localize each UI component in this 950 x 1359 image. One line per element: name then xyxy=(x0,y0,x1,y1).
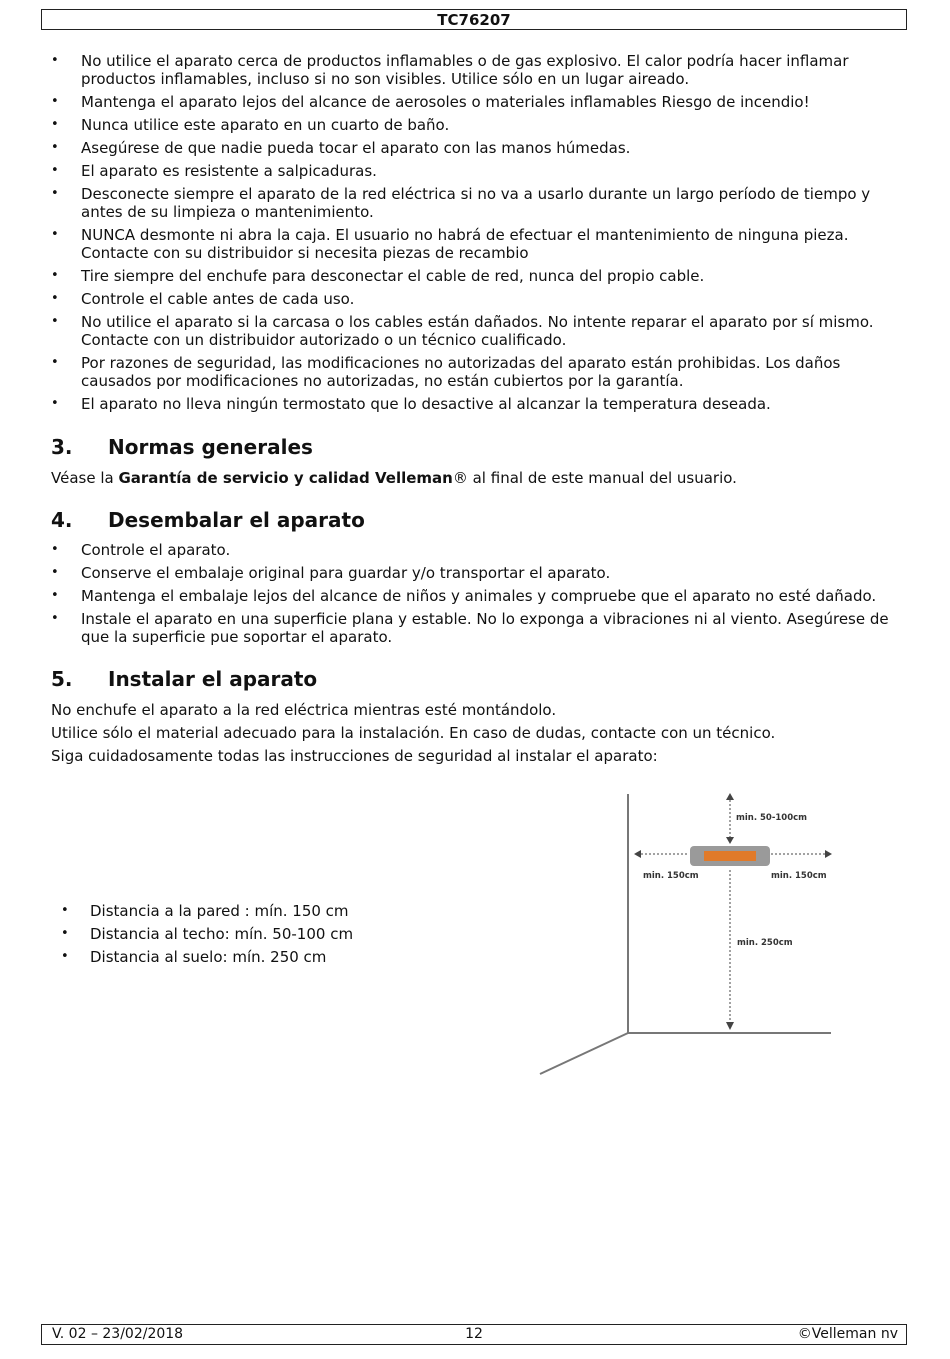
model-number: TC76207 xyxy=(437,11,511,29)
list-item: • NUNCA desmonte ni abra la caja. El usuario no habrá de efectuar el mantenimiento de ninguna pieza. Contacte con su distribuidor si necesita piezas de recambio xyxy=(51,226,901,262)
arrow-down-icon xyxy=(726,1022,734,1030)
clearance-diagram-svg xyxy=(535,788,840,1080)
document-footer xyxy=(41,1324,907,1345)
list-item: • El aparato es resistente a salpicaduras. xyxy=(51,162,901,180)
list-item: • Desconecte siempre el aparato de la red eléctrica si no va a usarlo durante un largo período de tiempo y antes de su limpieza o mantenimiento. xyxy=(51,185,901,221)
arrow-down-icon xyxy=(726,837,734,844)
arrow-up-icon xyxy=(726,793,734,800)
section-number: 3. xyxy=(51,435,73,459)
list-item: • Controle el aparato. xyxy=(51,541,901,559)
copyright: ©Velleman nv xyxy=(797,1326,898,1342)
distance-bullet-list xyxy=(61,902,421,971)
section-title: Instalar el aparato xyxy=(108,667,318,691)
section-3-text xyxy=(51,469,911,487)
list-item: • Instale el aparato en una superficie plana y estable. No lo exponga a vibraciones ni al viento. Asegúrese de que la superficie pue soportar el aparato. xyxy=(51,610,901,646)
warranty-text-suffix: ® al final de este manual del usuario. xyxy=(452,469,737,487)
ceiling-distance-label: min. 50-100cm xyxy=(736,813,808,823)
heating-element xyxy=(704,851,756,861)
list-item: • No utilice el aparato cerca de productos inflamables o de gas explosivo. El calor podría hacer inflamar productos inflamables, incluso si no son visibles. Utilice sólo en un lugar aireado. xyxy=(51,52,901,88)
installation-clearance-diagram xyxy=(535,788,840,1080)
list-item: • Nunca utilice este aparato en un cuarto de baño. xyxy=(51,116,901,134)
section-4-heading xyxy=(51,508,365,532)
install-line: No enchufe el aparato a la red eléctrica mientras esté montándolo. xyxy=(51,701,557,719)
unpack-bullet-list xyxy=(51,541,901,651)
section-number: 4. xyxy=(51,508,73,532)
install-line: Siga cuidadosamente todas las instrucciones de seguridad al instalar el aparato: xyxy=(51,747,658,765)
section-3-heading xyxy=(51,435,313,459)
list-item: • Por razones de seguridad, las modificaciones no autorizadas del aparato están prohibidas. Los daños causados por modificaciones no autorizadas, no están cubiertos por la garantía. xyxy=(51,354,901,390)
arrow-right-icon xyxy=(825,850,832,858)
version-date: V. 02 – 23/02/2018 xyxy=(52,1326,184,1342)
page-number: 12 xyxy=(465,1326,483,1342)
install-line: Utilice sólo el material adecuado para la instalación. En caso de dudas, contacte con un técnico. xyxy=(51,724,776,742)
section-title: Desembalar el aparato xyxy=(108,508,365,532)
list-item: • Asegúrese de que nadie pueda tocar el aparato con las manos húmedas. xyxy=(51,139,901,157)
list-item: • Distancia al suelo: mín. 250 cm xyxy=(61,948,421,966)
section-number: 5. xyxy=(51,667,73,691)
document-header xyxy=(41,9,907,30)
list-item: • Conserve el embalaje original para guardar y/o transportar el aparato. xyxy=(51,564,901,582)
section-title: Normas generales xyxy=(108,435,313,459)
list-item: • Distancia al techo: mín. 50-100 cm xyxy=(61,925,421,943)
section-5-heading xyxy=(51,667,317,691)
list-item: • Controle el cable antes de cada uso. xyxy=(51,290,901,308)
left-distance-label: min. 150cm xyxy=(643,871,699,881)
safety-bullet-list xyxy=(51,52,901,418)
list-item: • Mantenga el embalaje lejos del alcance de niños y animales y compruebe que el aparato no esté dañado. xyxy=(51,587,901,605)
warranty-text-prefix: Véase la xyxy=(51,469,119,487)
list-item: • El aparato no lleva ningún termostato que lo desactive al alcanzar la temperatura deseada. xyxy=(51,395,901,413)
arrow-left-icon xyxy=(634,850,641,858)
warranty-reference: Garantía de servicio y calidad Velleman xyxy=(118,469,453,487)
floor-corner-line xyxy=(540,1033,628,1074)
floor-distance-label: min. 250cm xyxy=(737,938,793,948)
right-distance-label: min. 150cm xyxy=(771,871,827,881)
list-item: • Mantenga el aparato lejos del alcance de aerosoles o materiales inflamables Riesgo de incendio! xyxy=(51,93,901,111)
list-item: • Distancia a la pared : mín. 150 cm xyxy=(61,902,421,920)
list-item: • No utilice el aparato si la carcasa o los cables están dañados. No intente reparar el aparato por sí mismo. Contacte con un distribuidor autorizado o un técnico cualificado. xyxy=(51,313,901,349)
list-item: • Tire siempre del enchufe para desconectar el cable de red, nunca del propio cable. xyxy=(51,267,901,285)
